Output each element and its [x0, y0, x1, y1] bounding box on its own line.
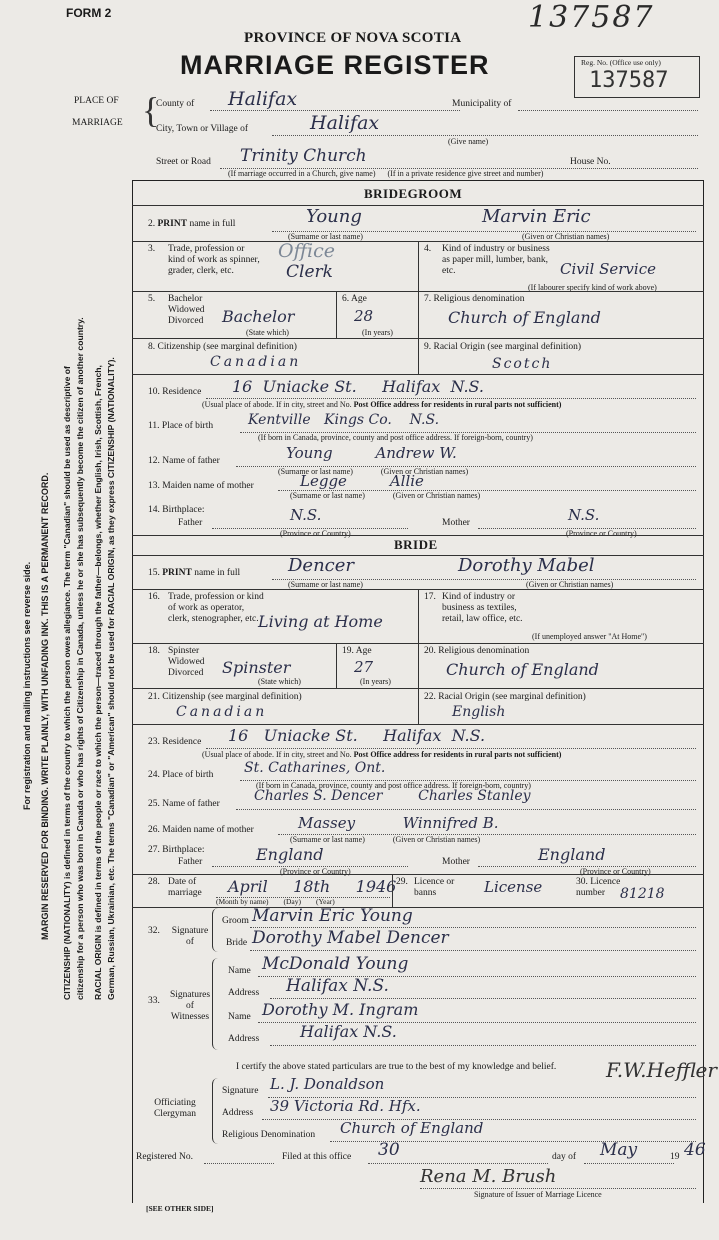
field-32-num: 32. — [148, 926, 160, 936]
groom-religion: Church of England — [448, 308, 601, 327]
field-23-sub-bold: Post Office address for residents in rural parts not sufficient) — [353, 750, 562, 759]
field-13-num: 13. — [148, 481, 160, 491]
field-10-sub-bold: Post Office address for residents in rural parts not sufficient) — [353, 400, 562, 409]
rule — [132, 205, 704, 206]
field-27-num: 27. — [148, 845, 160, 855]
divider — [418, 643, 419, 688]
field-6-num: 6. — [342, 294, 350, 304]
groom-mother-birthplace: N.S. — [568, 506, 600, 524]
field-9-num: 9. — [424, 342, 432, 352]
bridegroom-heading: BRIDEGROOM — [364, 186, 463, 201]
rule — [132, 724, 704, 725]
bride-age: 27 — [354, 658, 374, 676]
groom-status: Bachelor — [222, 307, 295, 326]
field-25-num: 25. — [148, 799, 160, 809]
place-label — [74, 96, 119, 107]
field-8-num: 8. — [148, 342, 156, 352]
field-11-num: 11. — [148, 421, 160, 431]
field-10-label — [148, 387, 201, 398]
field-18-sub: (State which) — [258, 677, 301, 686]
groom-citizenship: Canadian — [210, 354, 302, 370]
issuer-signature: Rena M. Brush — [420, 1166, 557, 1187]
field-23-sub-plain: (Usual place of abode. If in city, street and No. — [202, 750, 352, 759]
bride-sig-line — [250, 950, 696, 951]
marriage-date: April 18th 1946 — [228, 877, 397, 896]
field-9-label — [424, 342, 581, 353]
groom-mother: Legge Allie — [300, 472, 424, 490]
groom-trade: Clerk — [286, 262, 333, 282]
field-8-label — [148, 342, 297, 353]
divider — [392, 874, 393, 907]
field-29-label: Licence or banns — [414, 877, 455, 898]
province-heading: PROVINCE OF NOVA SCOTIA — [244, 30, 462, 46]
bride-birthplace: St. Catharines, Ont. — [244, 760, 386, 776]
year-prefix: 19 — [670, 1152, 680, 1162]
bride-mother-birthplace: England — [538, 845, 606, 864]
witness-2-address: Halifax N.S. — [300, 1022, 397, 1041]
field-7-num: 7. — [424, 294, 432, 304]
margin-line-5: RACIAL ORIGIN is defined in terms of the people or race to which the person—traced through the father—belongs, whether English, Irish, Scottish, French, — [93, 365, 103, 1000]
divider — [418, 688, 419, 724]
bride-racial-origin: English — [452, 704, 506, 720]
bride-religion: Church of England — [446, 660, 599, 679]
margin-line-6: German, Russian, Ukrainian, etc. The terms "Canadian" or "American" should not be used for RACIAL ORIGIN, as they express CITIZENSHIP (NATIONALITY). — [106, 357, 116, 1000]
divider — [336, 643, 337, 688]
witness-brace — [212, 958, 221, 1050]
field-4-num: 4. — [424, 244, 432, 254]
field-24-text: Place of birth — [162, 770, 214, 780]
groom-birthplace: Kentville Kings Co. N.S. — [248, 412, 440, 428]
field-25-line — [236, 809, 696, 810]
field-20-num: 20. — [424, 646, 436, 656]
field-4-label: Kind of industry or business as paper mill, lumber, bank, etc. — [442, 244, 550, 276]
bride-given: Dorothy Mabel — [458, 555, 595, 576]
field-15-num: 15. — [148, 568, 160, 578]
field-10-num: 10. — [148, 387, 160, 397]
bride-father: Charles S. Dencer Charles Stanley — [254, 788, 531, 804]
field-13-sub: (Surname or last name) (Given or Christian names) — [290, 491, 481, 500]
field-12-label — [148, 456, 220, 467]
page-title: MARRIAGE REGISTER — [180, 50, 490, 80]
field-23-label — [148, 737, 201, 748]
street-label: Street or Road — [156, 157, 211, 167]
filed-line — [368, 1163, 548, 1164]
w2-name-label: Name — [228, 1012, 251, 1022]
w1-name-label: Name — [228, 966, 251, 976]
field-21-num: 21. — [148, 692, 160, 702]
field-14-mother: Mother — [442, 518, 470, 528]
field-14-text: Birthplace: — [162, 505, 205, 515]
field-3-num: 3. — [148, 244, 156, 254]
place-brace: { — [142, 90, 160, 130]
groom-given: Marvin Eric — [482, 206, 591, 227]
witness-2-name: Dorothy M. Ingram — [262, 1000, 419, 1019]
groom-father-birthplace: N.S. — [290, 506, 322, 524]
filed-year: 46 — [684, 1140, 706, 1160]
rule — [132, 555, 704, 556]
field-5-sub: (State which) — [246, 328, 289, 337]
county-label: County of — [156, 99, 195, 109]
city-line — [272, 135, 698, 136]
field-3-label: Trade, profession or kind of work as spinner, grader, clerk, etc. — [168, 244, 260, 276]
clergy-brace — [212, 1078, 221, 1144]
field-21-text: Citizenship (see marginal definition) — [162, 692, 302, 702]
field-14-num: 14. — [148, 505, 160, 515]
filed-label: Filed at this office — [282, 1152, 352, 1162]
clergy-denomination-label: Religious Denomination — [222, 1130, 316, 1140]
house-label: House No. — [570, 157, 611, 167]
field-33-label: Signatures of Witnesses — [169, 990, 211, 1022]
county-line — [210, 110, 460, 111]
certify-text: I certify the above stated particulars are true to the best of my knowledge and belief. — [236, 1062, 557, 1072]
reg-number-box — [574, 56, 700, 98]
field-23-text: Residence — [162, 737, 202, 747]
field-4-sub: (If labourer specify kind of work above) — [528, 283, 657, 292]
field-26-label — [148, 825, 254, 836]
rule — [132, 874, 704, 875]
field-2-num: 2. — [148, 219, 156, 229]
field-19-num: 19. — [342, 646, 354, 656]
field-30-num: 30. — [576, 877, 588, 887]
field-11-text: Place of birth — [161, 421, 214, 431]
witness-1-address: Halifax N.S. — [286, 976, 389, 996]
handwritten-number: 137587 — [528, 0, 655, 35]
city-sub: (Give name) — [448, 137, 489, 146]
licence-or-banns: License — [484, 878, 543, 896]
bride-status: Spinster — [222, 658, 291, 677]
field-33-num: 33. — [148, 996, 160, 1006]
field-25-text: Name of father — [162, 799, 220, 809]
groom-racial-origin: Scotch — [492, 356, 553, 372]
field-16-num: 16. — [148, 592, 160, 602]
divider — [418, 241, 419, 291]
groom-sig-label: Groom — [222, 916, 249, 926]
field-29-num: 29. — [396, 877, 408, 887]
county-value: Halifax — [228, 88, 298, 110]
print-word: PRINT — [162, 568, 192, 578]
street-value: Trinity Church — [240, 146, 367, 166]
field-24-sub: (If born in Canada, province, county and post office address. If foreign-born, country) — [256, 781, 531, 790]
field-6-text: Age — [350, 294, 367, 304]
divider — [336, 291, 337, 338]
groom-surname-sub: (Surname or last name) — [288, 232, 363, 241]
field-15-text: name in full — [194, 568, 241, 578]
field-22-num: 22. — [424, 692, 436, 702]
field-30-text: Licence number — [576, 877, 621, 898]
field-27-mother: Mother — [442, 857, 470, 867]
field-12-text: Name of father — [162, 456, 220, 466]
field-23-line — [206, 748, 696, 749]
field-20-text: Religious denomination — [438, 646, 530, 656]
margin-line-1: For registration and mailing instructions see reverse side. — [22, 561, 32, 810]
divider — [418, 291, 419, 338]
municipality-line — [518, 110, 698, 111]
see-other-side: [SEE OTHER SIDE] — [146, 1204, 214, 1213]
field-5-label: Bachelor Widowed Divorced — [168, 294, 205, 326]
issuer-sub: Signature of Issuer of Marriage Licence — [474, 1190, 602, 1199]
field-10-sub — [202, 400, 561, 409]
groom-trade-stamp: Office — [278, 240, 335, 262]
field-7-text: Religious denomination — [433, 294, 525, 304]
field-18-label: Spinster Widowed Divorced — [168, 646, 205, 678]
field-8-text: Citizenship (see marginal definition) — [157, 342, 297, 352]
filed-day: 30 — [378, 1140, 400, 1160]
signature-brace-1 — [212, 908, 221, 952]
field-21-label — [148, 692, 302, 703]
divider — [418, 589, 419, 643]
clergy-sig-label: Signature — [222, 1086, 259, 1096]
field-15-label — [148, 568, 240, 579]
field-2-text: name in full — [189, 219, 236, 229]
field-28-num: 28. — [148, 877, 160, 887]
groom-father: Young Andrew W. — [286, 444, 457, 462]
field-25-label — [148, 799, 220, 810]
officiating-label: Officiating Clergyman — [153, 1098, 197, 1119]
field-26-text: Maiden name of mother — [162, 825, 254, 835]
field-13-label — [148, 481, 254, 492]
field-6-label — [342, 294, 367, 305]
field-32-label: Signature of — [171, 926, 209, 947]
city-value: Halifax — [310, 112, 380, 134]
field-2-label — [148, 219, 235, 230]
bride-surname: Dencer — [288, 555, 355, 576]
registered-label: Registered No. — [136, 1152, 193, 1162]
clergy-signature: L. J. Donaldson — [270, 1075, 385, 1093]
w1-address-label: Address — [228, 988, 260, 998]
clergy-address: 39 Victoria Rd. Hfx. — [270, 1097, 421, 1115]
licence-number: 81218 — [620, 886, 665, 902]
clergy-stamp-sig: F.W.Heffler — [606, 1058, 717, 1082]
groom-signature: Marvin Eric Young — [252, 906, 413, 926]
marriage-label: MARRIAGE — [72, 118, 123, 128]
field-23-num: 23. — [148, 737, 160, 747]
field-28-sub: (Month by name) (Day) (Year) — [216, 897, 335, 906]
place-word: PLACE — [74, 96, 105, 106]
day-of-label: day of — [552, 1152, 577, 1162]
groom-given-sub: (Given or Christian names) — [522, 232, 610, 241]
field-22-label — [424, 692, 586, 703]
groom-age: 28 — [354, 307, 374, 325]
field-13-text: Maiden name of mother — [162, 481, 254, 491]
margin-line-3: CITIZENSHIP (NATIONALITY) is defined in terms of the country to which the person owes allegiance. The term "Canadian" should be used as descriptive of — [62, 366, 72, 1000]
field-6-sub: (In years) — [362, 328, 393, 337]
month-line — [584, 1163, 674, 1164]
field-14-sub-b: (Province or Country) — [566, 529, 637, 538]
field-11-sub: (If born in Canada, province, county and post office address. If foreign-born, country) — [258, 433, 533, 442]
field-17-sub: (If unemployed answer "At Home") — [532, 632, 647, 641]
rule — [132, 374, 704, 375]
field-12-sub: (Surname or last name) (Given or Christian names) — [278, 467, 469, 476]
field-23-sub — [202, 750, 561, 759]
bride-father-birthplace: England — [256, 845, 324, 864]
margin-line-2: MARGIN RESERVED FOR BINDING. WRITE PLAINLY, WITH UNFADING INK. THIS IS A PERMANENT RECORD. — [40, 472, 50, 940]
filed-month: May — [600, 1140, 638, 1160]
bride-given-sub: (Given or Christian names) — [526, 580, 614, 589]
form-label: FORM 2 — [66, 6, 112, 20]
of-word: OF — [106, 96, 119, 106]
groom-industry: Civil Service — [560, 260, 656, 278]
field-19-text: Age — [355, 646, 372, 656]
clergy-denomination: Church of England — [340, 1119, 484, 1137]
field-27-label — [148, 845, 204, 856]
bride-signature: Dorothy Mabel Dencer — [252, 928, 449, 948]
field-26-num: 26. — [148, 825, 160, 835]
field-5-num: 5. — [148, 294, 156, 304]
bride-residence: 16 Uniacke St. Halifax N.S. — [228, 726, 486, 745]
w2-address-line — [270, 1045, 696, 1046]
field-18-num: 18. — [148, 646, 160, 656]
field-12-num: 12. — [148, 456, 160, 466]
field-24-label — [148, 770, 213, 781]
registered-line — [204, 1163, 274, 1164]
bride-heading: BRIDE — [394, 537, 438, 552]
issuer-line — [420, 1188, 696, 1189]
field-16-label: Trade, profession or kind of work as operator, clerk, stenographer, etc. — [168, 592, 264, 624]
w2-address-label: Address — [228, 1034, 260, 1044]
reg-label: Reg. No. (Office use only) — [581, 58, 661, 67]
municipality-label: Municipality of — [452, 99, 512, 109]
field-14-sub-a: (Province or Country) — [280, 529, 351, 538]
bride-mother: Massey Winnifred B. — [298, 814, 499, 832]
field-10-line — [206, 398, 696, 399]
field-26-sub: (Surname or last name) (Given or Christian names) — [290, 835, 481, 844]
field-20-label — [424, 646, 529, 657]
field-27-father: Father — [178, 857, 203, 867]
field-28-label: Date of marriage — [168, 877, 202, 898]
field-17-num: 17. — [424, 592, 436, 602]
field-7-label — [424, 294, 525, 305]
bride-trade: Living at Home — [258, 612, 383, 631]
field-19-label — [342, 646, 372, 657]
clergy-address-label: Address — [222, 1108, 254, 1118]
field-10-text: Residence — [162, 387, 202, 397]
street-note: (If marriage occurred in a Church, give name) (If in a private residence give street and number) — [228, 169, 544, 178]
field-9-text: Racial Origin (see marginal definition) — [433, 342, 582, 352]
bride-citizenship: Canadian — [176, 704, 268, 720]
field-27-sub-b: (Province or Country) — [580, 867, 651, 876]
field-11-label — [148, 421, 213, 432]
field-27-sub-a: (Province or Country) — [280, 867, 351, 876]
field-14-father: Father — [178, 518, 203, 528]
rule — [132, 535, 704, 536]
margin-line-4: citizenship for a person who was born in Canada or who has rights of Citizenship in Canada, unless he or she has subsequently become the citizen of another country. — [75, 317, 85, 1000]
city-label: City, Town or Village of — [156, 124, 248, 134]
witness-1-name: McDonald Young — [262, 954, 409, 974]
reg-number: 137587 — [589, 68, 669, 93]
field-14-label — [148, 505, 204, 516]
field-10-sub-plain: (Usual place of abode. If in city, street and No. — [202, 400, 352, 409]
divider — [418, 338, 419, 374]
bride-surname-sub: (Surname or last name) — [288, 580, 363, 589]
w1-address-line — [270, 998, 696, 999]
print-word: PRINT — [157, 219, 188, 229]
groom-surname: Young — [306, 206, 362, 227]
bride-sig-label: Bride — [226, 938, 248, 948]
groom-residence: 16 Uniacke St. Halifax N.S. — [232, 377, 485, 396]
field-27-text: Birthplace: — [162, 845, 205, 855]
field-17-label: Kind of industry or business as textiles, retail, law office, etc. — [442, 592, 523, 624]
field-24-num: 24. — [148, 770, 160, 780]
field-22-text: Racial Origin (see marginal definition) — [438, 692, 586, 702]
field-19-sub: (In years) — [360, 677, 391, 686]
